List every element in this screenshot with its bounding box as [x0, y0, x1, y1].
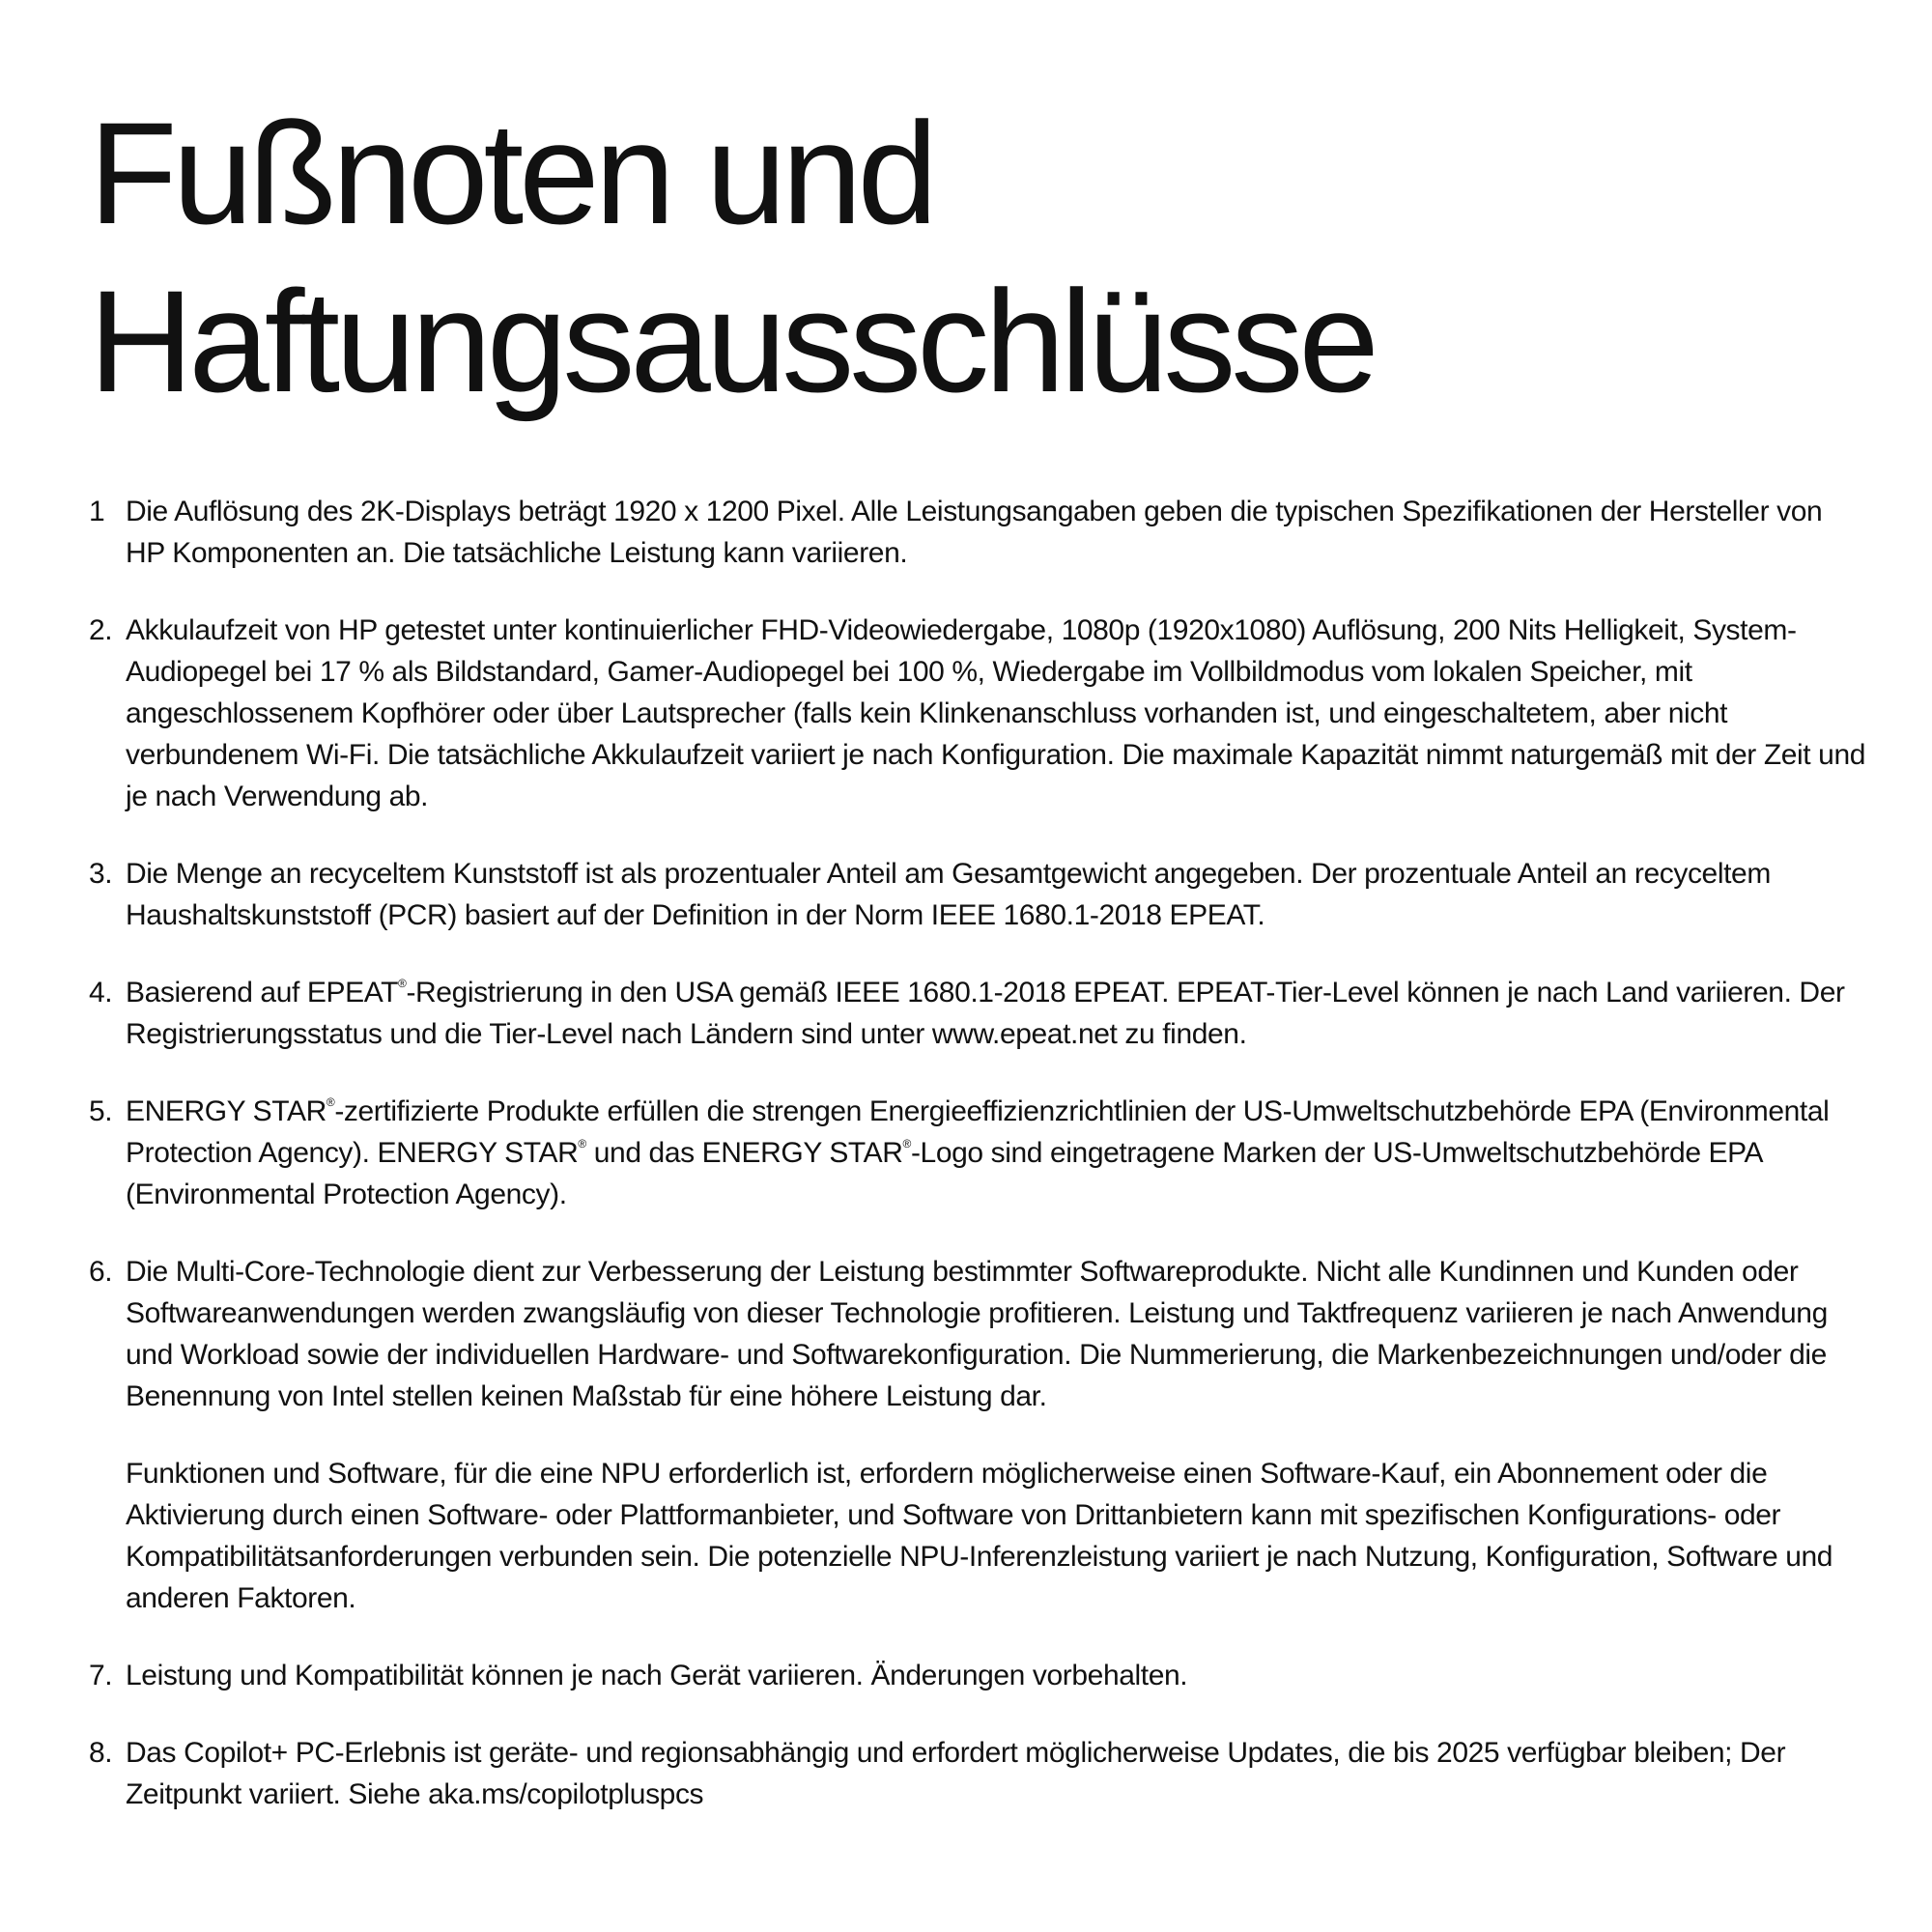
footnote-number: 3.: [89, 858, 113, 890]
page-title-line-2: Haftungsausschlüsse: [89, 260, 1375, 422]
footnote-3: [89, 853, 1866, 936]
page-title-line-1: Fußnoten und: [89, 92, 933, 254]
footnote-text: [126, 1091, 1866, 1215]
footnote-5: [89, 1091, 1866, 1215]
footnote-text-part: -Registrierung in den USA gemäß IEEE 1680.1-2018 EPEAT. EPEAT-Tier-Level können je nach Land variieren. Der Registrierungsstatus und die Tier-Level nach Ländern sind unter www.epeat.net zu finden.: [126, 977, 1845, 1050]
footnote-text-part: ENERGY STAR: [126, 1095, 327, 1127]
footnote-1: [89, 491, 1866, 574]
footnote-list: [89, 491, 1866, 1851]
footnote-7: [89, 1655, 1866, 1696]
footnote-paragraph: Die Multi-Core-Technologie dient zur Verbesserung der Leistung bestimmter Softwareprodukte. Nicht alle Kundinnen und Kunden oder Softwareanwendungen werden zwangsläufig von dieser Technologie profitieren. Leistung und Taktfrequenz variieren je nach Anwendung und Workload sowie der individuellen Hardware- und Softwarekonfiguration. Die Nummerierung, die Markenbezeichnungen und/oder die Benennung von Intel stellen keinen Maßstab für eine höhere Leistung dar.: [126, 1256, 1828, 1412]
footnote-number: 8.: [89, 1737, 113, 1769]
registered-mark: ®: [578, 1137, 586, 1151]
footnote-number: 4.: [89, 977, 113, 1009]
footnote-number: 2.: [89, 614, 113, 646]
footnote-text: Die Menge an recyceltem Kunststoff ist als prozentualer Anteil am Gesamtgewicht angegeben. Der prozentuale Anteil an recyceltem Haushaltskunststoff (PCR) basiert auf der Definition in der Norm IEEE 1680.1-2018 EPEAT.: [126, 858, 1771, 931]
footnote-6: [89, 1251, 1866, 1619]
footnote-number: 7.: [89, 1660, 113, 1691]
footnote-8: [89, 1732, 1866, 1815]
page-title: [89, 89, 1375, 425]
registered-mark: ®: [902, 1137, 911, 1151]
footnote-paragraph: Funktionen und Software, für die eine NPU erforderlich ist, erfordern möglicherweise einen Software-Kauf, ein Abonnement oder die Aktivierung durch einen Software- oder Plattformanbieter, und Software von Drittanbietern kann mit spezifischen Konfigurations- oder Kompatibilitätsanforderungen verbunden sein. Die potenzielle NPU-Inferenzleistung variiert je nach Nutzung, Konfiguration, Software und anderen Faktoren.: [126, 1458, 1833, 1614]
footnote-4: [89, 972, 1866, 1055]
footnote-number: 1: [89, 496, 105, 527]
footnote-text: Akkulaufzeit von HP getestet unter kontinuierlicher FHD-Videowiedergabe, 1080p (1920x1080) Auflösung, 200 Nits Helligkeit, System-Audiopegel bei 17 % als Bildstandard, Gamer-Audiopegel bei 100 %, Wiedergabe im Vollbildmodus vom lokalen Speicher, mit angeschlossenem Kopfhörer oder über Lautsprecher (falls kein Klinkenanschluss vorhanden ist, und eingeschaltetem, aber nicht verbundenem Wi-Fi. Die tatsächliche Akkulaufzeit variiert je nach Konfiguration. Die maximale Kapazität nimmt naturgemäß mit der Zeit und je nach Verwendung ab.: [126, 614, 1866, 812]
footnote-number: 6.: [89, 1256, 113, 1288]
footnote-text-part: Basierend auf EPEAT: [126, 977, 398, 1009]
footnote-2: [89, 610, 1866, 817]
footnote-text: [126, 1251, 1866, 1619]
registered-mark: ®: [398, 977, 407, 990]
footnote-text-part: -Logo sind eingetragene Marken der US-Umweltschutzbehörde EPA (Environmental Protection Agency).: [126, 1137, 1762, 1210]
footnote-text: Die Auflösung des 2K-Displays beträgt 1920 x 1200 Pixel. Alle Leistungsangaben geben die typischen Spezifikationen der Hersteller von HP Komponenten an. Die tatsächliche Leistung kann variieren.: [126, 496, 1823, 569]
footnote-number: 5.: [89, 1095, 113, 1127]
footnote-text-part: und das ENERGY STAR: [585, 1137, 903, 1169]
footnote-text: [126, 972, 1866, 1055]
registered-mark: ®: [326, 1095, 335, 1109]
footnote-text: Leistung und Kompatibilität können je nach Gerät variieren. Änderungen vorbehalten.: [126, 1660, 1188, 1691]
footnote-text: Das Copilot+ PC-Erlebnis ist geräte- und regionsabhängig und erfordert möglicherweise Updates, die bis 2025 verfügbar bleiben; Der Zeitpunkt variiert. Siehe aka.ms/copilotpluspcs: [126, 1737, 1786, 1810]
footnote-text-part: -zertifizierte Produkte erfüllen die strengen Energieeffizienzrichtlinien der US-Umweltschutzbehörde EPA (Environmental Protection Agency). ENERGY STAR: [126, 1095, 1830, 1169]
